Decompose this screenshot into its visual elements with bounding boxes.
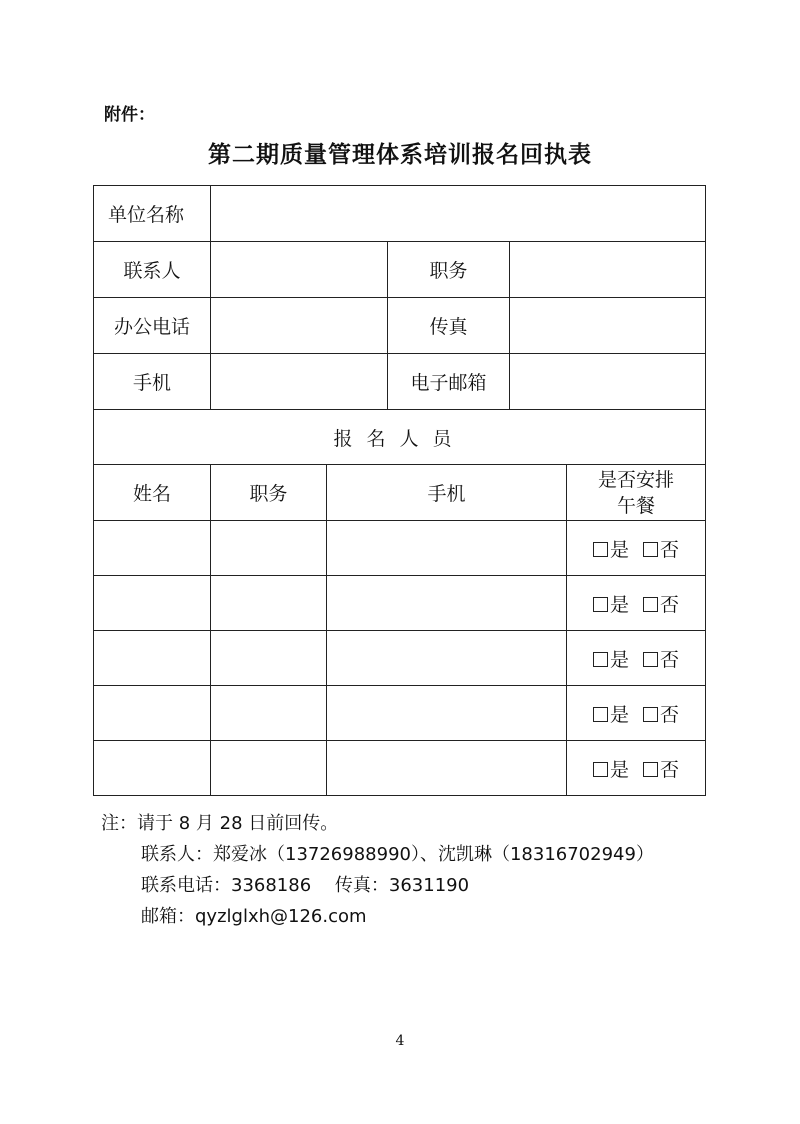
office-phone-field[interactable] [211, 298, 388, 354]
registrant-position-cell[interactable] [211, 631, 327, 686]
position-field[interactable] [510, 242, 706, 298]
unit-name-field[interactable] [211, 186, 706, 242]
registrant-name-cell[interactable] [94, 576, 211, 631]
fax-label: 传真 [388, 298, 510, 354]
registrant-name-cell[interactable] [94, 521, 211, 576]
registrant-name-cell[interactable] [94, 686, 211, 741]
lunch-choice-cell [567, 521, 706, 576]
column-header-mobile: 手机 [327, 465, 567, 521]
email-field[interactable] [510, 354, 706, 410]
registrant-mobile-cell[interactable] [327, 576, 567, 631]
lunch-no-label: 否 [660, 538, 680, 561]
lunch-choice-cell [567, 741, 706, 796]
lunch-yes-label: 是 [610, 758, 630, 781]
note-phone-fax: 联系电话：3368186 传真：3631190 [141, 875, 470, 896]
registrant-mobile-cell[interactable] [327, 631, 567, 686]
lunch-yes-label: 是 [610, 648, 630, 671]
position-label: 职务 [388, 242, 510, 298]
contact-label: 联系人 [94, 242, 211, 298]
table-row [94, 576, 706, 631]
lunch-no-checkbox[interactable] [643, 762, 658, 777]
registrant-mobile-cell[interactable] [327, 686, 567, 741]
registrant-name-cell[interactable] [94, 631, 211, 686]
lunch-no-checkbox[interactable] [643, 652, 658, 667]
registrant-mobile-cell[interactable] [327, 521, 567, 576]
lunch-no-checkbox[interactable] [643, 542, 658, 557]
office-phone-label: 办公电话 [94, 298, 211, 354]
lunch-choice-cell [567, 686, 706, 741]
registrant-position-cell[interactable] [211, 686, 327, 741]
lunch-choice-cell [567, 631, 706, 686]
lunch-yes-checkbox[interactable] [593, 707, 608, 722]
table-row [94, 631, 706, 686]
notes-block [101, 808, 654, 932]
lunch-yes-checkbox[interactable] [593, 762, 608, 777]
lunch-yes-label: 是 [610, 593, 630, 616]
table-row [94, 686, 706, 741]
mobile-field[interactable] [211, 354, 388, 410]
lunch-choice-cell [567, 576, 706, 631]
lunch-header-line2: 午餐 [617, 494, 656, 517]
lunch-no-label: 否 [660, 703, 680, 726]
lunch-yes-checkbox[interactable] [593, 597, 608, 612]
table-row [94, 521, 706, 576]
page-number: 4 [395, 1033, 405, 1049]
lunch-no-label: 否 [660, 758, 680, 781]
registrant-name-cell[interactable] [94, 741, 211, 796]
table-row [94, 741, 706, 796]
lunch-no-label: 否 [660, 593, 680, 616]
email-label: 电子邮箱 [388, 354, 510, 410]
unit-name-label: 单位名称 [94, 186, 211, 242]
registration-form-table [93, 185, 706, 796]
lunch-yes-label: 是 [610, 538, 630, 561]
column-header-name: 姓名 [94, 465, 211, 521]
column-header-lunch [567, 465, 706, 521]
page-title: 第二期质量管理体系培训报名回执表 [208, 141, 592, 168]
lunch-no-checkbox[interactable] [643, 597, 658, 612]
lunch-header-line1: 是否安排 [598, 468, 675, 491]
registrant-position-cell[interactable] [211, 521, 327, 576]
mobile-label: 手机 [94, 354, 211, 410]
fax-field[interactable] [510, 298, 706, 354]
note-email: 邮箱：qyzlglxh@126.com [141, 906, 367, 927]
attachment-label: 附件： [104, 105, 155, 125]
registrants-section-title: 报名人员 [94, 410, 706, 465]
lunch-no-label: 否 [660, 648, 680, 671]
column-header-position: 职务 [211, 465, 327, 521]
lunch-no-checkbox[interactable] [643, 707, 658, 722]
registrant-mobile-cell[interactable] [327, 741, 567, 796]
lunch-yes-checkbox[interactable] [593, 542, 608, 557]
lunch-yes-checkbox[interactable] [593, 652, 608, 667]
contact-field[interactable] [211, 242, 388, 298]
registrant-position-cell[interactable] [211, 741, 327, 796]
registrant-position-cell[interactable] [211, 576, 327, 631]
note-contacts: 联系人：郑爱冰（13726988990）、沈凯琳（18316702949） [141, 844, 654, 865]
lunch-yes-label: 是 [610, 703, 630, 726]
note-deadline: 注：请于 8 月 28 日前回传。 [101, 813, 339, 834]
